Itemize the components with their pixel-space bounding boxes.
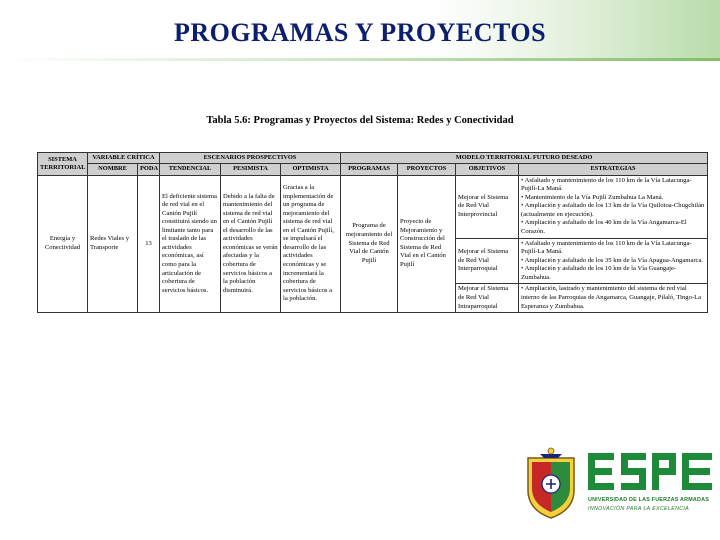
strategy-item: • Ampliación y asfaltado de los 35 km de la Vía Apagua-Angamarca. <box>521 256 704 264</box>
header-pesimista: PESIMISTA <box>221 164 281 175</box>
table-row <box>38 175 708 238</box>
header-accent-line <box>0 58 720 61</box>
strategy-item: • Asfaltado y mantenimiento de los 110 km de la Vía Latacunga-Pujilí-La Maná. <box>521 239 692 256</box>
strategy-item: • Mantenimiento de la Vía Pujilí Zumbahua La Maná. <box>521 193 664 201</box>
header-escenarios: ESCENARIOS PROSPECTIVOS <box>160 153 341 164</box>
strategy-item: • Ampliación y asfaltado de los 13 km de la Vía Quilotoa-Chugchilán (actualmente en ejecución). <box>521 202 705 218</box>
programs-table <box>37 152 708 313</box>
logo-tagline: INNOVACIÓN PARA LA EXCELENCIA <box>588 506 690 512</box>
table-header-row-2 <box>38 164 708 175</box>
header-optimista: OPTIMISTA <box>281 164 341 175</box>
cell-proyecto: Proyecto de Mejoramiento y Construcción del Sistema de Red Vial en el Cantón Pujilí <box>398 175 456 312</box>
espe-logo <box>518 446 713 526</box>
header-programas: PROGRAMAS <box>341 164 398 175</box>
header-poda: PODA <box>138 164 160 175</box>
cell-sistema: Energía y Conectividad <box>38 175 88 312</box>
cell-pesimista: Debido a la falta de mantenimiento del sistema de red vial en el Cantón Pujilí el desarrollo de las actividades económicas se verán afectadas y la cobertura de servicios básicos a la población disminuirá. <box>221 175 281 312</box>
strategy-item: • Ampliación y asfaltado de los 40 km de la Vía Angamarca-El Corazón. <box>521 219 687 236</box>
strategy-item: • Ampliación, lastrado y mantenimiento del sistema de red vial interno de las Parroquias de Angamarca, Guangaje, Pilaló, Tingo-La Esperanza y Zumbahua. <box>521 285 702 310</box>
cell-tendencial: El deficiente sistema de red vial en el Cantón Pujilí constituirá siendo un limitante tanto para el traslado de las actividades económicas, así como para la articulación de cobertura de servicios básicos. <box>160 175 221 312</box>
header-variable-critica: VARIABLE CRÍTICA <box>88 153 160 164</box>
espe-wordmark <box>588 450 712 494</box>
cell-poda: 13 <box>138 175 160 312</box>
strategy-item: • Asfaltado y mantenimiento de los 110 km de la Vía Latacunga-Pujilí-La Maná. <box>521 176 692 193</box>
header-objetivos: OBJETIVOS <box>456 164 519 175</box>
slide-title: PROGRAMAS Y PROYECTOS <box>173 18 547 47</box>
header-estrategias: ESTRATEGIAS <box>519 164 708 175</box>
cell-optimista: Gracias a la implementación de un programa de mejoramiento del sistema de red vial en el Cantón Pujilí, se impulsará el desarrollo de las actividades económicas y se incrementará la cobertura de servicios básicos a la población. <box>281 175 341 312</box>
header-tendencial: TENDENCIAL <box>160 164 221 175</box>
cell-estrategias-1 <box>519 175 708 238</box>
cell-objetivo-3: Mejorar el Sistema de Red Vial Intraparroquial <box>456 284 519 313</box>
table-caption: Tabla 5.6: Programas y Proyectos del Sistema: Redes y Conectividad <box>206 115 514 126</box>
espe-emblem-icon <box>518 446 584 522</box>
table-header-row-1 <box>38 153 708 164</box>
header-nombre: NOMBRE <box>88 164 138 175</box>
header-sistema-territorial: SISTEMA TERRITORIAL <box>38 153 88 176</box>
cell-nombre: Redes Viales y Transporte <box>88 175 138 312</box>
header-modelo-territorial: MODELO TERRITORIAL FUTURO DESEADO <box>341 153 708 164</box>
strategy-item: • Ampliación y asfaltado de los 10 km de la Vía Guangaje-Zumbahua. <box>521 265 677 281</box>
cell-estrategias-3 <box>519 284 708 313</box>
header-proyectos: PROYECTOS <box>398 164 456 175</box>
cell-objetivo-2: Mejorar el Sistema de Red Vial Interparroquial <box>456 238 519 284</box>
cell-estrategias-2 <box>519 238 708 284</box>
cell-objetivo-1: Mejorar el Sistema de Red Vial Interprovincial <box>456 175 519 238</box>
logo-subtitle: UNIVERSIDAD DE LAS FUERZAS ARMADAS <box>588 497 710 503</box>
cell-programa: Programa de mejoramiento del Sistema de Red Vial de Cantón Pujilí <box>341 175 398 312</box>
